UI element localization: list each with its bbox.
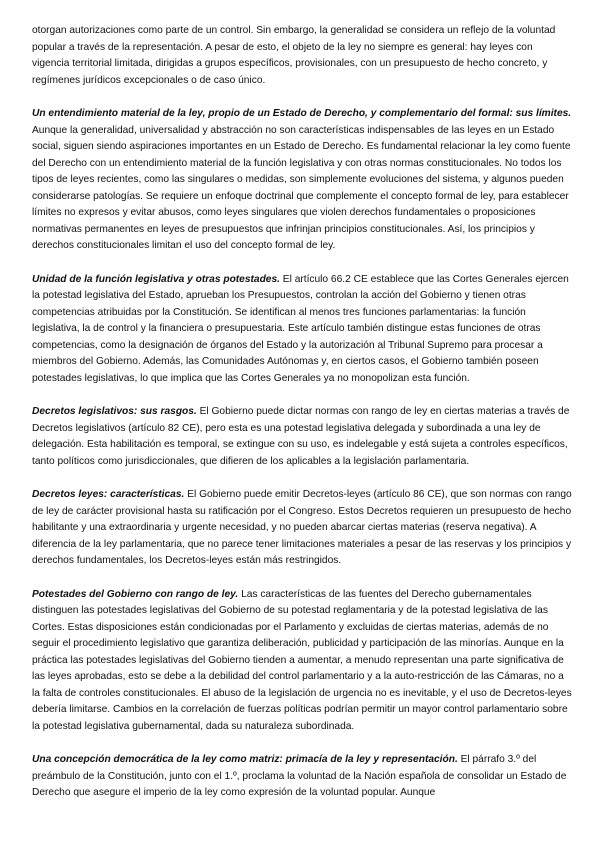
paragraph-text: Aunque la generalidad, universalidad y abstracción no son características indispensables de las leyes en un Estado social, siguen siendo aspiraciones importantes en un Estado de Derecho. Es fundamental relacionar la ley como fuente del Derecho con un entendimiento material de la función legislativa y con otras normas constitucionales. No todos los tipos de leyes recientes, como las singulares o medidas, son simplemente evoluciones del sistema, y algunos pueden considerarse patologías. Se requiere un enfoque doctrinal que complemente el concepto formal de ley, para establecer límites no expresos y evitar abusos, como leyes singulares que violen derechos fundamentales o proposiciones normativas permanentes en leyes de presupuestos que infrinjan principios constitucionales. Así, los principios y derechos constitucionales limitan el uso del concepto formal de ley. — [32, 124, 571, 251]
paragraph-heading: Unidad de la función legislativa y otras potestades. — [32, 273, 280, 285]
paragraph-text: El Gobierno puede emitir Decretos-leyes (artículo 86 CE), que son normas con rango de ley de carácter provisional hasta su ratificación por el Congreso. Estos Decretos requieren un presupuesto de hecho habilitante y una extraordinaria y urgente necesidad, y no pueden abarcar ciertas materias (reserva negativa). A diferencia de la ley parlamentaria, que no parece tener limitaciones materiales a pesar de las reservas y los principios y derechos fundamentales, los Decretos-leyes están más restringidos. — [32, 489, 572, 566]
paragraph-text: El Gobierno puede dictar normas con rango de ley en ciertas materias a través de Decretos legislativos (artículo 82 CE), pero esta es una potestad legislativa delegada y subordinada a una ley de delegación. Esta habilitación es temporal, se extingue con su uso, es indelegable y está sujeta a controles específicos, tanto políticos como jurisdiccionales, que difieren de los aplicables a la legislación parlamentaria. — [32, 406, 570, 467]
paragraph-material-law — [32, 106, 572, 255]
document-page — [32, 23, 572, 802]
paragraph-heading: Una concepción democrática de la ley como matriz: primacía de la ley y representación. — [32, 754, 458, 765]
paragraph-intro — [32, 23, 572, 89]
paragraph-democratic-conception — [32, 752, 572, 802]
paragraph-legislative-decrees — [32, 404, 572, 470]
paragraph-heading: Decretos leyes: características. — [32, 489, 185, 500]
paragraph-heading: Potestades del Gobierno con rango de ley. — [32, 588, 239, 600]
paragraph-text: Las características de las fuentes del Derecho gubernamentales distinguen las potestades legislativas del Gobierno de su potestad reglamentaria y de la potestad legislativa de las Cortes. Estas disposiciones están condicionadas por el Parlamento y excluidas de ciertas materias, además de no seguir el procedimiento legislativo que garantiza deliberación, publicidad y participación de las minorías. Aunque en la práctica las potestades legislativas del Gobierno tienden a aumentar, a menudo representan una parte significativa de las leyes aprobadas, esto se debe a la debilidad del control parlamentario y a la auto-restricción de las Cámaras, no a la falta de controles constitucionales. El abuso de la legislación de urgencia no es inevitable, y el uso de Decretos-leyes debería limitarse. Cambios en la correlación de fuerzas políticas podrían permitir un mayor control parlamentario sobre la potestad legislativa gubernamental, dada su naturaleza subordinada. — [32, 588, 572, 732]
paragraph-text: otorgan autorizaciones como parte de un control. Sin embargo, la generalidad se considera un reflejo de la voluntad popular a través de la representación. A pesar de esto, el objeto de la ley no siempre es general: hay leyes con vigencia territorial limitada, dirigidas a grupos específicos, provisionales, con un presupuesto de hecho concreto, y regímenes jurídicos excepcionales o de caso único. — [32, 25, 556, 86]
paragraph-decree-laws — [32, 487, 572, 570]
paragraph-government-powers — [32, 587, 572, 736]
paragraph-text: El artículo 66.2 CE establece que las Cortes Generales ejercen la potestad legislativa del Estado, aprueban los Presupuestos, controlan la acción del Gobierno y tienen otras competencias atribuidas por la Constitución. Se identifican al menos tres funciones parlamentarias: la función legislativa, la de control y la financiera o presupuestaria. Este artículo también distingue estas funciones de otras competencias, como la designación de órganos del Estado y la autorización al Tribunal Supremo para procesar a miembros del Gobierno. Además, las Comunidades Autónomas y, en ciertos casos, el Gobierno también poseen potestades legislativas, lo que implica que las Cortes Generales ya no monopolizan esta función. — [32, 273, 569, 384]
paragraph-legislative-unity — [32, 272, 572, 388]
paragraph-text: El párrafo 3.º del preámbulo de la Constitución, junto con el 1.º, proclama la voluntad de la Nación española de consolidar un Estado de Derecho que asegure el imperio de la ley como expresión de la voluntad popular. Aunque — [32, 754, 567, 798]
paragraph-heading: Un entendimiento material de la ley, propio de un Estado de Derecho, y complementario del formal: sus límites. — [32, 108, 572, 119]
paragraph-heading: Decretos legislativos: sus rasgos. — [32, 406, 197, 417]
